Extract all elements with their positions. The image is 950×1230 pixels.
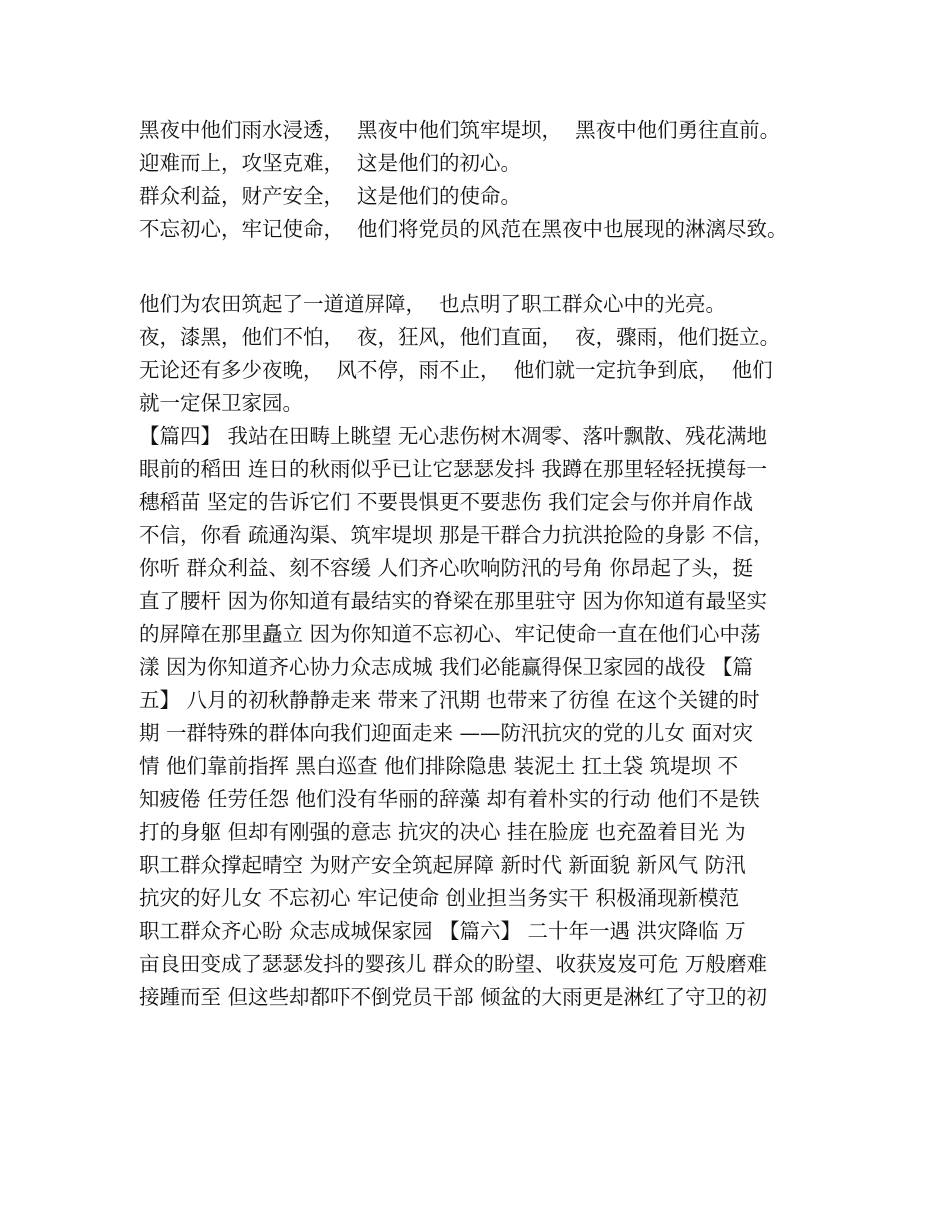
text-line: 夜，漆黑，他们不怕， 夜，狂风，他们直面， 夜，骤雨，他们挺立。 — [139, 325, 781, 349]
text-line: 打的身躯 但却有刚强的意志 抗灾的决心 挂在脸庞 也充盈着目光 为 — [139, 820, 746, 844]
text-line: 抗灾的好儿女 不忘初心 牢记使命 创业担当务实干 积极涌现新模范 — [139, 886, 740, 910]
paragraph-2 — [139, 288, 839, 1014]
text-line: 不忘初心，牢记使命， 他们将党员的风范在黑夜中也展现的淋漓尽致。 — [139, 217, 788, 241]
text-line: 无论还有多少夜晚， 风不停，雨不止， 他们就一定抗争到底， 他们 — [139, 358, 773, 382]
text-line: 不信，你看 疏通沟渠、筑牢堤坝 那是干群合力抗洪抢险的身影 不信， — [139, 523, 774, 547]
text-line: 群众利益，财产安全， 这是他们的使命。 — [139, 184, 522, 208]
text-line: 知疲倦 任劳任怨 他们没有华丽的辞藻 却有着朴实的行动 他们不是铁 — [139, 787, 760, 811]
text-line: 眼前的稻田 连日的秋雨似乎已让它瑟瑟发抖 我蹲在那里轻轻抚摸每一 — [139, 457, 768, 481]
text-line: 五】 八月的初秋静静走来 带来了汛期 也带来了彷徨 在这个关键的时 — [139, 688, 760, 712]
text-line: 直了腰杆 因为你知道有最结实的脊梁在那里驻守 因为你知道有最坚实 — [139, 589, 768, 613]
text-line: 漾 因为你知道齐心协力众志成城 我们必能赢得保卫家园的战役 【篇 — [139, 655, 754, 679]
text-line: 穗稻苗 坚定的告诉它们 不要畏惧更不要悲伤 我们定会与你并肩作战 — [139, 490, 754, 514]
text-line: 期 一群特殊的群体向我们迎面走来 ——防汛抗灾的党的儿女 面对灾 — [139, 721, 754, 745]
text-line: 接踵而至 但这些却都吓不倒党员干部 倾盆的大雨更是淋红了守卫的初 — [139, 985, 768, 1009]
text-line: 他们为农田筑起了一道道屏障， 也点明了职工群众心中的光亮。 — [139, 292, 727, 316]
text-line: 迎难而上，攻坚克难， 这是他们的初心。 — [139, 151, 522, 175]
text-line: 情 他们靠前指挥 黑白巡查 他们排除隐患 装泥土 扛土袋 筑堤坝 不 — [139, 754, 739, 778]
paragraph-1 — [139, 114, 839, 246]
text-line: 黑夜中他们雨水浸透， 黑夜中他们筑牢堤坝， 黑夜中他们勇往直前。 — [139, 118, 781, 142]
text-line: 职工群众撑起晴空 为财产安全筑起屏障 新时代 新面貌 新风气 防汛 — [139, 853, 746, 877]
text-line: 的屏障在那里矗立 因为你知道不忘初心、牢记使命一直在他们心中荡 — [139, 622, 761, 646]
text-line: 亩良田变成了瑟瑟发抖的婴孩儿 群众的盼望、收获岌岌可危 万般磨难 — [139, 952, 768, 976]
text-line: 职工群众齐心盼 众志成城保家园 【篇六】 二十年一遇 洪灾降临 万 — [139, 919, 746, 943]
text-line: 你听 群众利益、刻不容缓 人们齐心吹响防汛的号角 你昂起了头，挺 — [139, 556, 754, 580]
text-line: 就一定保卫家园。 — [139, 391, 303, 415]
text-line: 【篇四】 我站在田畴上眺望 无心悲伤树木凋零、落叶飘散、残花满地 — [139, 424, 768, 448]
